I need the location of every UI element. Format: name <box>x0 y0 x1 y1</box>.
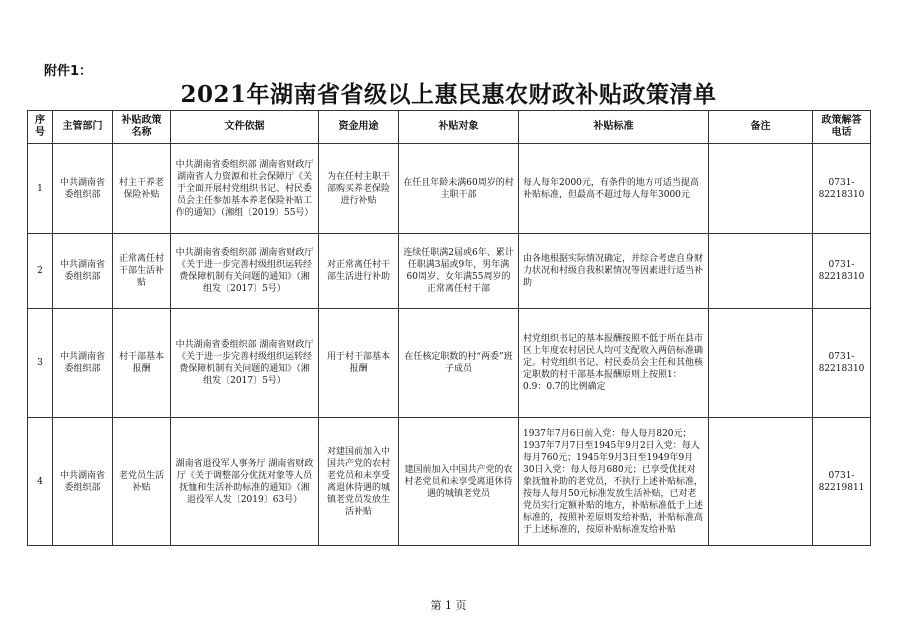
cell-remark <box>709 418 813 546</box>
header-remark: 备注 <box>709 111 813 144</box>
cell-target: 连续任职满2届或6年、累计任职满3届或9年，男年满60周岁、女年满55周岁的正常离任村干部 <box>399 234 519 309</box>
header-no: 序号 <box>28 111 53 144</box>
cell-remark <box>709 144 813 234</box>
cell-phone: 0731-82219811 <box>813 418 871 546</box>
cell-dept: 中共湖南省委组织部 <box>53 418 113 546</box>
cell-no: 3 <box>28 309 53 418</box>
table-row <box>28 234 871 309</box>
cell-name: 村主干养老保险补贴 <box>113 144 171 234</box>
table-row <box>28 418 871 546</box>
attachment-label: 附件1： <box>44 64 93 79</box>
cell-standard: 村党组织书记的基本报酬按照不低于所在县市区上年度农村居民人均可支配收入两倍标准确定。村党组织书记、村民委员会主任和其他核定职数的村干部基本报酬原则上按照1：0.9：0.7的比例确定 <box>519 309 709 418</box>
cell-use: 用于村干部基本报酬 <box>319 309 399 418</box>
page-number: 第 1 页 <box>430 599 467 612</box>
table-row <box>28 309 871 418</box>
cell-no: 4 <box>28 418 53 546</box>
cell-no: 2 <box>28 234 53 309</box>
cell-target: 在任且年龄未满60周岁的村主职干部 <box>399 144 519 234</box>
cell-remark <box>709 234 813 309</box>
page-title: 2021年湖南省省级以上惠民惠农财政补贴政策清单 <box>180 81 717 108</box>
cell-use: 为在任村主职干部购买养老保险进行补贴 <box>319 144 399 234</box>
cell-name: 村干部基本报酬 <box>113 309 171 418</box>
cell-phone: 0731-82218310 <box>813 234 871 309</box>
header-target: 补贴对象 <box>399 111 519 144</box>
cell-dept: 中共湖南省委组织部 <box>53 309 113 418</box>
cell-use: 对正常离任村干部生活进行补助 <box>319 234 399 309</box>
cell-standard: 1937年7月6日前入党：每人每月820元；1937年7月7日至1945年9月2日入党：每人每月760元；1945年9月3日至1949年9月30日入党：每人每月680元；已享受优抚对象抚恤补助的老党员，不执行上述补贴标准，按每人每月50元标准发放生活补贴，已对老党员实行定额补贴的地方，补贴标准低于上述标准的，按照补差原则发给补贴，补贴标准高于上述标准的，按原补贴标准发给补贴 <box>519 418 709 546</box>
header-name: 补贴政策名称 <box>113 111 171 144</box>
table-header-row <box>28 111 871 144</box>
cell-target: 在任核定职数的村“两委”班子成员 <box>399 309 519 418</box>
cell-name: 老党员生活补贴 <box>113 418 171 546</box>
cell-remark <box>709 309 813 418</box>
cell-basis: 中共湖南省委组织部 湖南省财政厅 湖南省人力资源和社会保障厅《关于全面开展村党组织书记、村民委员会主任参加基本养老保险补贴工作的通知》（湘组〔2019〕55号） <box>171 144 319 234</box>
cell-basis: 中共湖南省委组织部 湖南省财政厅《关于进一步完善村级组织运转经费保障机制有关问题的通知》（湘组发〔2017〕5号） <box>171 234 319 309</box>
cell-standard: 每人每年2000元，有条件的地方可适当提高补贴标准，但最高不超过每人每年3000元 <box>519 144 709 234</box>
header-basis: 文件依据 <box>171 111 319 144</box>
cell-basis: 中共湖南省委组织部 湖南省财政厅《关于进一步完善村级组织运转经费保障机制有关问题的通知》（湘组发〔2017〕5号） <box>171 309 319 418</box>
header-dept: 主管部门 <box>53 111 113 144</box>
cell-use: 对建国前加入中国共产党的农村老党员和未享受离退休待遇的城镇老党员发放生活补贴 <box>319 418 399 546</box>
cell-name: 正常离任村干部生活补贴 <box>113 234 171 309</box>
header-standard: 补贴标准 <box>519 111 709 144</box>
policy-table <box>27 110 871 546</box>
cell-dept: 中共湖南省委组织部 <box>53 234 113 309</box>
cell-target: 建国前加入中国共产党的农村老党员和未享受离退休待遇的城镇老党员 <box>399 418 519 546</box>
header-use: 资金用途 <box>319 111 399 144</box>
cell-dept: 中共湖南省委组织部 <box>53 144 113 234</box>
cell-no: 1 <box>28 144 53 234</box>
cell-basis: 湖南省退役军人事务厅 湖南省财政厅《关于调整部分优抚对象等人员抚恤和生活补助标准的通知》（湘退役军人发〔2019〕63号） <box>171 418 319 546</box>
table-row <box>28 144 871 234</box>
cell-phone: 0731-82218310 <box>813 144 871 234</box>
cell-standard: 由各地根据实际情况确定，并综合考虑自身财力状况和村级自我积累情况等因素进行适当补助 <box>519 234 709 309</box>
cell-phone: 0731-82218310 <box>813 309 871 418</box>
header-phone: 政策解答电话 <box>813 111 871 144</box>
